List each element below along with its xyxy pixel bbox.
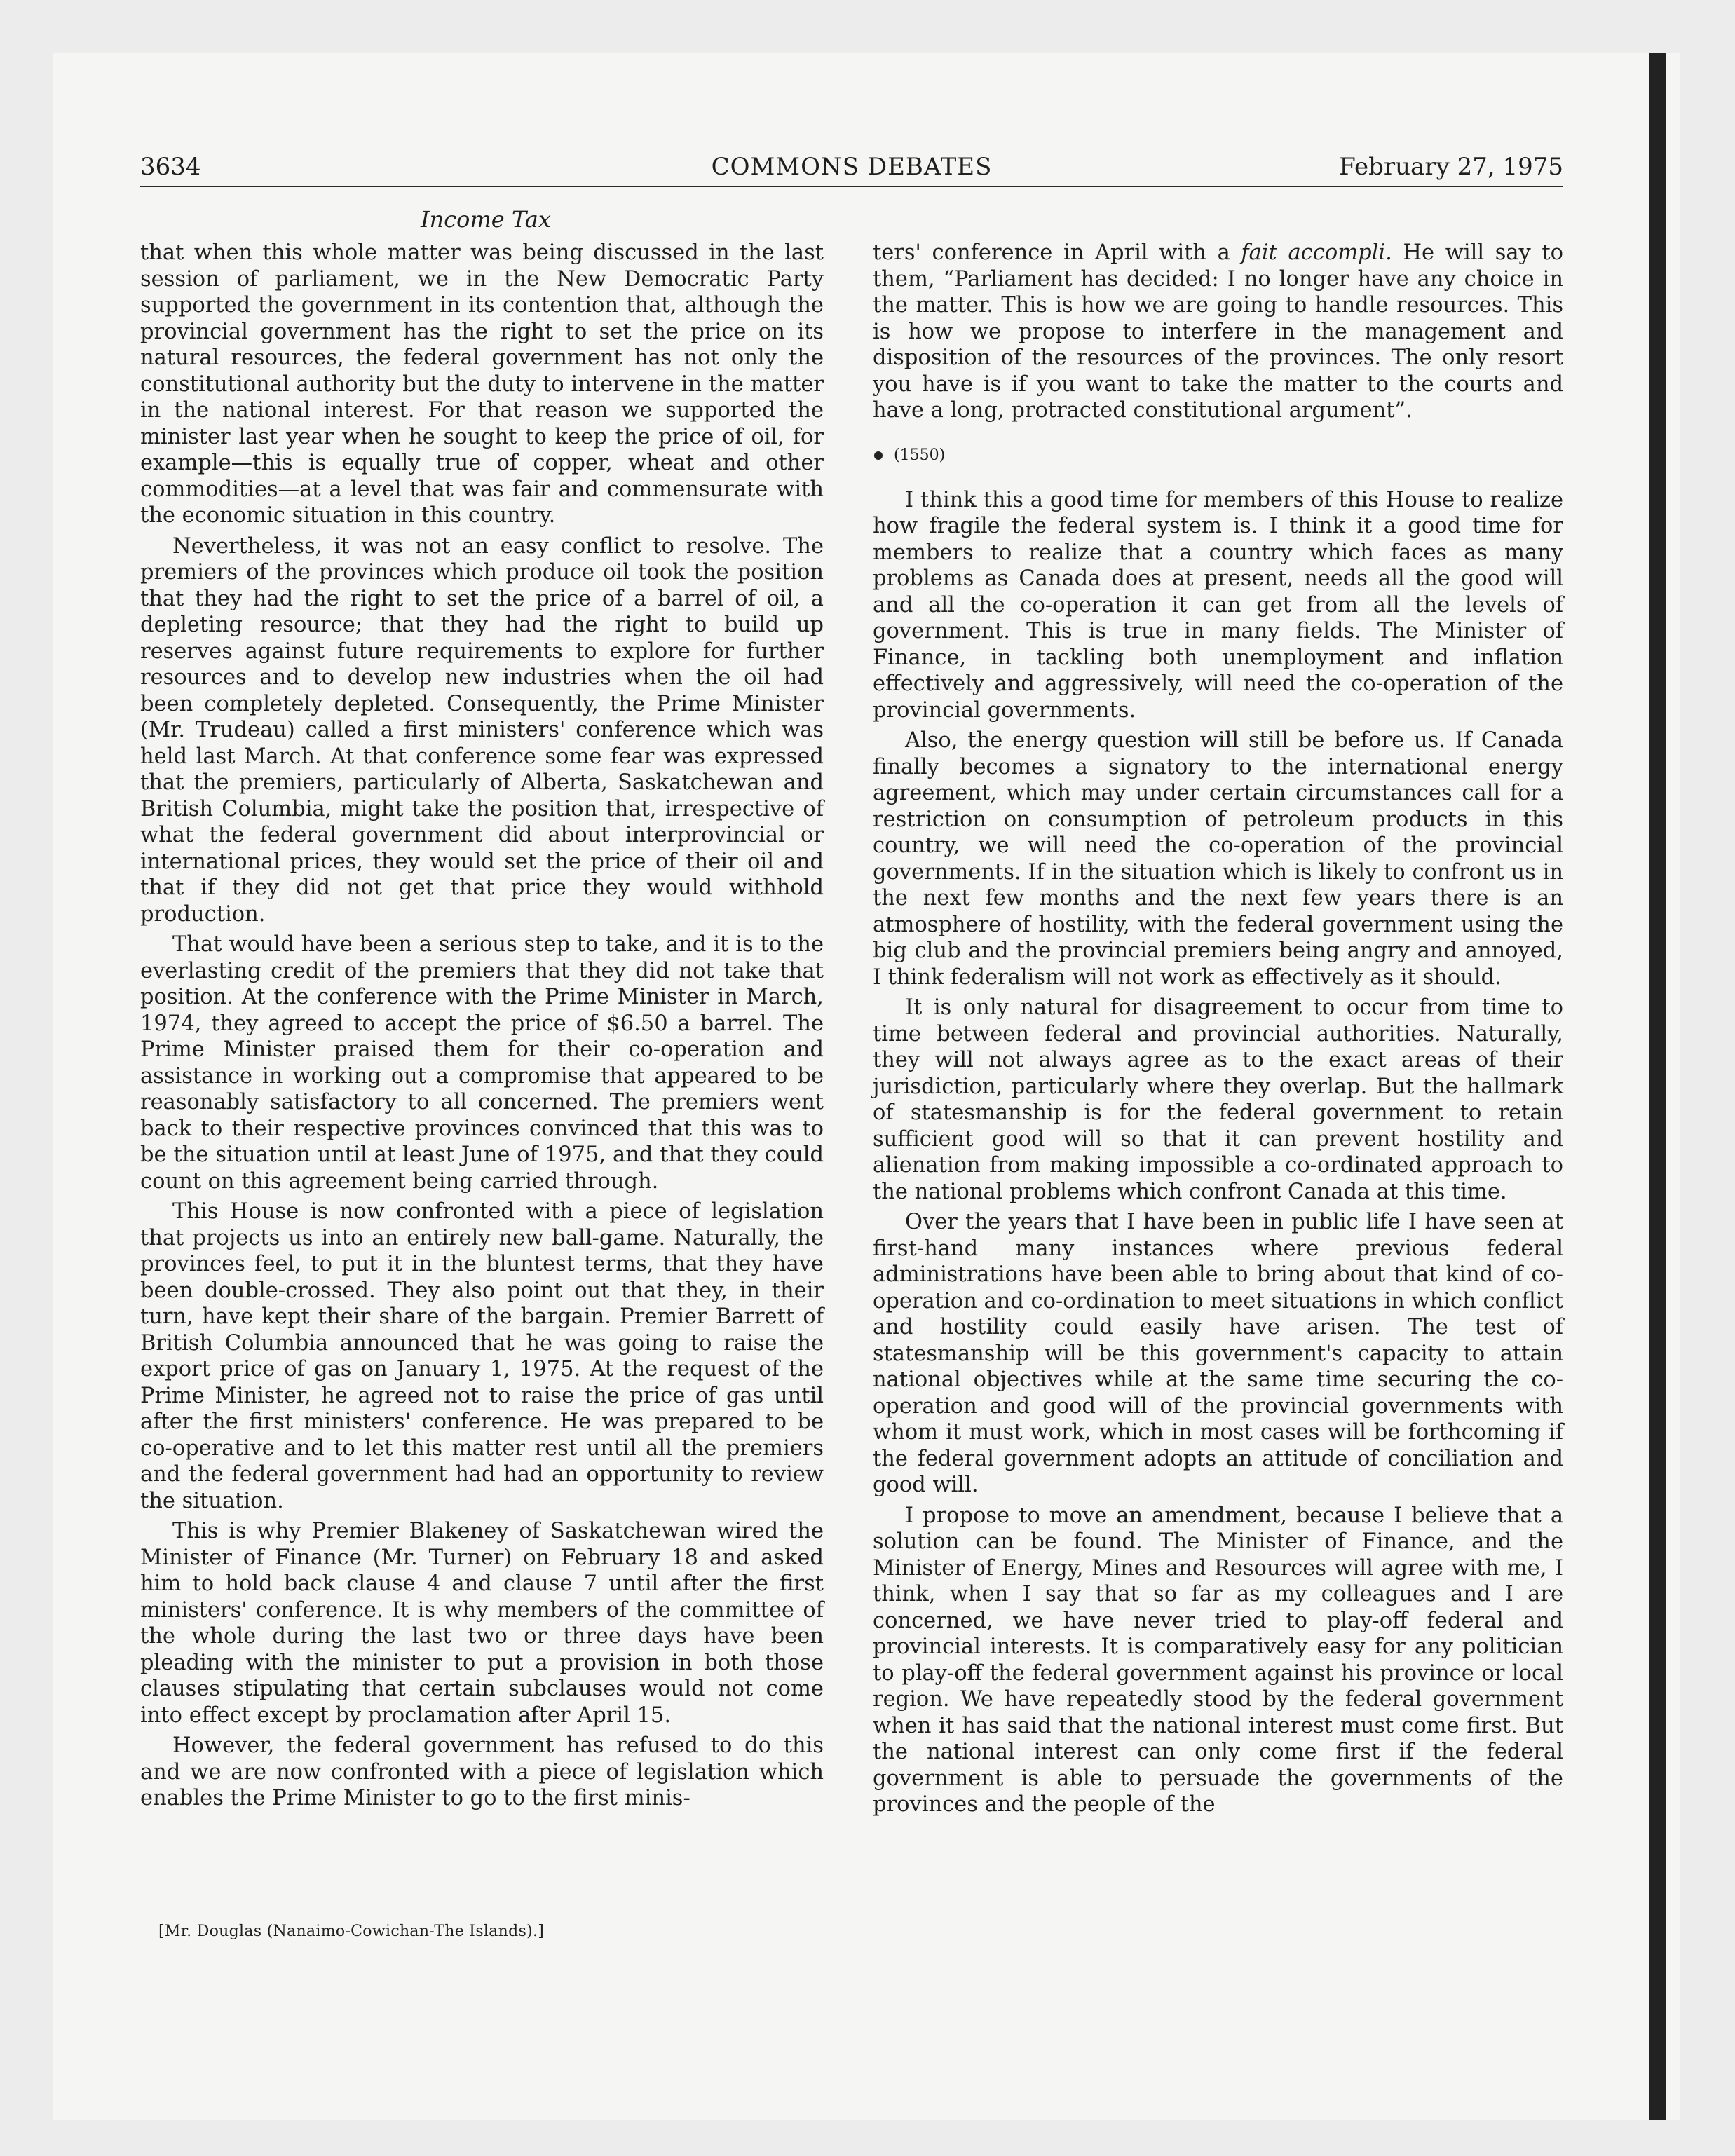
paragraph: Nevertheless, it was not an easy conflict to resolve. The premiers of the provinces which produce oil took the position that they had the right to set the price of a barrel of oil, a depleting resource; that they had the right to build up reserves against future requirements to explore for further resources and to develop new industries when the oil had been completely depleted. Consequently, the Prime Minister (Mr. Trudeau) called a first ministers' conference which was held last March. At that conference some fear was expressed that the premiers, particularly of Alberta, Saskatchewan and British Columbia, might take the position that, irrespective of what the federal government did about interprovincial or international prices, they would set the price of their oil and that if they did not get that price they would withhold production. [140,533,824,927]
running-head: Income Tax [421,206,551,233]
paragraph: I think this a good time for members of this House to realize how fragile the federal system is. I think it a good time for members to realize that a country which faces as many problems as Canada does at present, needs all the good will and all the co-operation it can get from all the levels of government. This is true in many fields. The Minister of Finance, in tackling both unemployment and inflation effectively and aggressively, will need the co-operation of the provincial governments. [873,487,1563,723]
header-date: February 27, 1975 [1339,153,1563,181]
paragraph: However, the federal government has refused to do this and we are now confronted with a piece of legislation which enables the Prime Minister to go to the first minis- [140,1733,824,1810]
time-marker-label: (1550) [894,446,946,464]
continuation-text: He will say to them, “Parliament has decided: I no longer have any choice in the matter. This is how we are going to handle resources. This is how we propose to interfere in the management and disposition of the resources of the provinces. The only resort you have is if you want to take the matter to the courts and have a long, protracted constitutional argument”. [873,240,1563,423]
time-marker [873,445,1563,466]
continuation-paragraph [873,240,1563,424]
page-number: 3634 [140,153,201,181]
left-column [140,240,824,1816]
right-column [873,240,1563,1822]
continuation-text: ters' conference in April with a [873,240,1241,265]
paragraph: It is only natural for disagreement to occur from time to time between federal and provincial authorities. Naturally, they will not always agree as to the exact areas of their jurisdiction, particularly where they overlap. But the hallmark of statesmanship is for the federal government to retain sufficient good will so that it can prevent hostility and alienation from making impossible a co-ordinated approach to the national problems which confront Canada at this time. [873,995,1563,1204]
scan-edge-shadow [1649,53,1666,2120]
paragraph: Over the years that I have been in public life I have seen at first-hand many instances where previous federal administrations have been able to bring about that kind of co-operation and co-ordination to meet situations in which conflict and hostility could easily have arisen. The test of statesmanship will be this government's capacity to attain national objectives while at the same time securing the co-operation and good will of the provincial governments with whom it must work, which in most cases will be forthcoming if the federal government adopts an attitude of conciliation and good will. [873,1210,1563,1497]
publication-title: COMMONS DEBATES [711,153,993,181]
paragraph: That would have been a serious step to take, and it is to the everlasting credit of the premiers that they did not take that position. At the conference with the Prime Minister in March, 1974, they agreed to accept the price of $6.50 a barrel. The Prime Minister praised them for their co-operation and assistance in working out a compromise that appeared to be reasonably satisfactory to all concerned. The premiers went back to their respective provinces convinced that this was to be the situation until at least June of 1975, and that they could count on this agreement being carried through. [140,932,824,1194]
bullet-icon [874,451,883,460]
header-rule [140,186,1563,187]
paragraph: I propose to move an amendment, because I believe that a solution can be found. The Minister of Finance, and the Minister of Energy, Mines and Resources will agree with me, I think, when I say that so far as my colleagues and I are concerned, we have never tried to play-off federal and provincial interests. It is comparatively easy for any politician to play-off the federal government against his province or local region. We have repeatedly stood by the federal government when it has said that the national interest must come first. But the national interest can only come first if the federal government is able to persuade the governments of the provinces and the people of the [873,1503,1563,1817]
speaker-attribution: [Mr. Douglas (Nanaimo-Cowichan-The Islands).] [158,1923,545,1940]
page-header [140,149,1563,188]
paragraph: that when this whole matter was being discussed in the last session of parliament, we in the New Democratic Party supported the government in its contention that, although the provincial government has the right to set the price on its natural resources, the federal government has not only the constitutional authority but the duty to intervene in the matter in the national interest. For that reason we supported the minister last year when he sought to keep the price of oil, for example—this is equally true of copper, wheat and other commodities—at a level that was fair and commensurate with the economic situation in this country. [140,240,824,528]
paragraph: This is why Premier Blakeney of Saskatchewan wired the Minister of Finance (Mr. Turner) on February 18 and asked him to hold back clause 4 and clause 7 until after the first ministers' conference. It is why members of the committee of the whole during the last two or three days have been pleading with the minister to put a provision in both those clauses stipulating that certain subclauses would not come into effect except by proclamation after April 15. [140,1519,824,1728]
paragraph: Also, the energy question will still be before us. If Canada finally becomes a signatory to the international energy agreement, which may under certain circumstances call for a restriction on consumption of petroleum products in this country, we will need the co-operation of the provincial governments. If in the situation which is likely to confront us in the next few months and the next few years there is an atmosphere of hostility, with the federal government using the big club and the provincial premiers being angry and annoyed, I think federalism will not work as effectively as it should. [873,728,1563,990]
paragraph: This House is now confronted with a piece of legislation that projects us into an entirely new ball-game. Naturally, the provinces feel, to put it in the bluntest terms, that they have been double-crossed. They also point out that they, in their turn, have kept their share of the bargain. Premier Barrett of British Columbia announced that he was going to raise the export price of gas on January 1, 1975. At the request of the Prime Minister, he agreed not to raise the price of gas until after the first ministers' conference. He was prepared to be co-operative and to let this matter rest until all the premiers and the federal government had had an opportunity to review the situation. [140,1199,824,1513]
italic-phrase: fait accompli. [1241,240,1392,265]
